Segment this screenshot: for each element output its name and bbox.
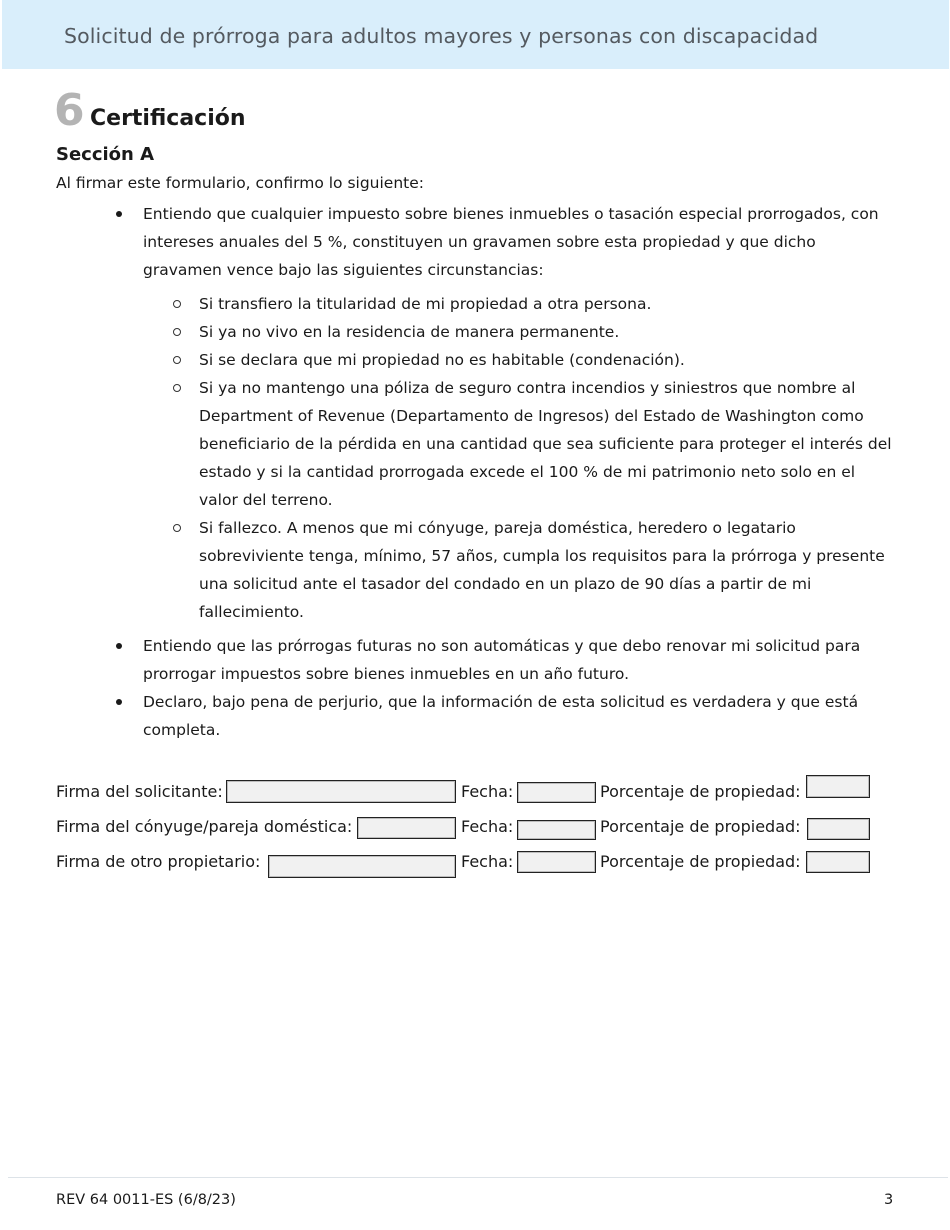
list-item: Si se declara que mi propiedad no es habitable (condenación). — [143, 346, 892, 374]
subsection-title: Sección A — [56, 144, 155, 165]
list-item — [56, 200, 892, 626]
list-item: Entiendo que las prórrogas futuras no son automáticas y que debo renovar mi solicitud para prorrogar impuestos sobre bienes inmuebles en un año futuro. — [56, 632, 892, 688]
certification-list — [56, 200, 892, 744]
other-owner-signature-field[interactable] — [268, 855, 456, 878]
other-owner-date-field[interactable] — [517, 851, 596, 873]
ownership-label: Porcentaje de propiedad: — [600, 817, 801, 836]
form-id: REV 64 0011-ES (6/8/23) — [56, 1192, 236, 1208]
ownership-label: Porcentaje de propiedad: — [600, 782, 801, 801]
bullet-text: Entiendo que cualquier impuesto sobre bienes inmuebles o tasación especial prorrogados, con intereses anuales del 5 %, constituyen un gravamen sobre esta propiedad y que dicho gravamen vence bajo las siguientes circunstancias: — [143, 205, 879, 279]
list-item: Si ya no mantengo una póliza de seguro contra incendios y siniestros que nombre al Department of Revenue (Departamento de Ingresos) del Estado de Washington como beneficiario de la pérdida en una cantidad que sea suficiente para proteger el interés del estado y si la cantidad prorrogada excede el 100 % de mi patrimonio neto solo en el valor del terreno. — [143, 374, 892, 514]
spouse-ownership-field[interactable] — [807, 818, 870, 840]
applicant-signature-field[interactable] — [226, 780, 456, 803]
intro-text: Al firmar este formulario, confirmo lo siguiente: — [56, 174, 424, 192]
applicant-signature-label: Firma del solicitante: — [56, 782, 223, 801]
page-title: Solicitud de prórroga para adultos mayores y personas con discapacidad — [64, 24, 819, 48]
other-owner-signature-label: Firma de otro propietario: — [56, 852, 261, 871]
date-label: Fecha: — [461, 817, 514, 836]
applicant-ownership-field[interactable] — [806, 775, 870, 798]
list-item: Si ya no vivo en la residencia de manera permanente. — [143, 318, 892, 346]
date-label: Fecha: — [461, 782, 514, 801]
spouse-signature-label: Firma del cónyuge/pareja doméstica: — [56, 817, 353, 836]
page-number: 3 — [884, 1192, 894, 1208]
other-owner-ownership-field[interactable] — [806, 851, 870, 873]
spouse-date-field[interactable] — [517, 820, 596, 840]
section-number: 6 — [54, 85, 85, 136]
ownership-label: Porcentaje de propiedad: — [600, 852, 801, 871]
list-item: Si fallezco. A menos que mi cónyuge, pareja doméstica, heredero o legatario sobreviviente tenga, mínimo, 57 años, cumpla los requisitos para la prórroga y presente una solicitud ante el tasador del condado en un plazo de 90 días a partir de mi fallecimiento. — [143, 514, 892, 626]
spouse-signature-field[interactable] — [357, 817, 456, 839]
list-item: Si transfiero la titularidad de mi propiedad a otra persona. — [143, 290, 892, 318]
header-banner — [2, 0, 949, 69]
list-item: Declaro, bajo pena de perjurio, que la información de esta solicitud es verdadera y que está completa. — [56, 688, 892, 744]
section-title: Certificación — [90, 106, 246, 131]
date-label: Fecha: — [461, 852, 514, 871]
footer-divider — [8, 1177, 948, 1178]
applicant-date-field[interactable] — [517, 782, 596, 803]
circumstances-list — [143, 290, 892, 626]
